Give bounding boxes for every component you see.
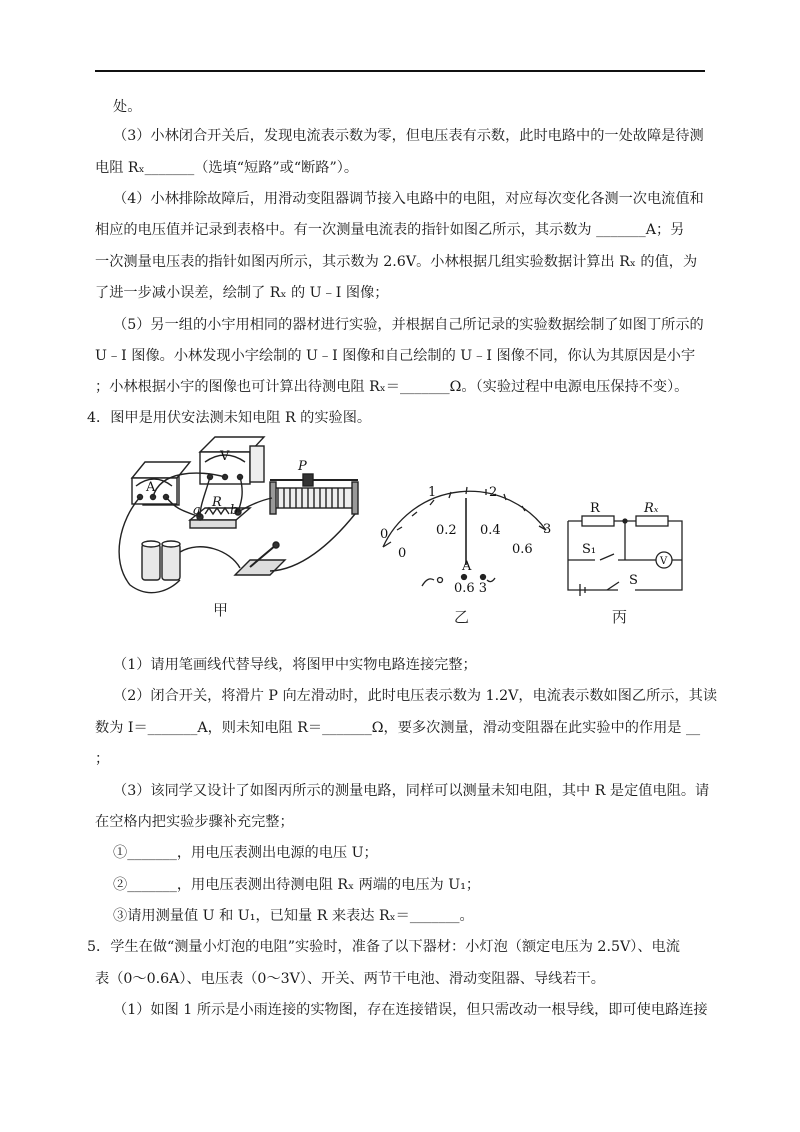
text-line: ②_______，用电压表测出待测电阻 Rₓ 两端的电压为 U₁；: [113, 877, 481, 893]
text-line: ；: [95, 751, 110, 767]
text-line: 数为 I＝_______A，则未知电阻 R＝_______Ω，要多次测量，滑动变阻器在此实验中的作用是 __: [95, 720, 701, 736]
text-line: 相应的电压值并记录到表格中。有一次测量电流表的指针如图乙所示，其示数为 _______A；另: [95, 222, 685, 238]
text-line: （1）请用笔画线代替导线，将图甲中实物电路连接完整；: [113, 657, 477, 673]
batteries: [142, 541, 180, 580]
terminal-b-label: b: [230, 503, 239, 518]
rheostat: [270, 474, 358, 514]
text-line: （3）该同学又设计了如图丙所示的测量电路，同样可以测量未知电阻，其中 R 是定值电阻。请: [113, 783, 710, 799]
figure-bing-caption: 丙: [612, 608, 628, 626]
figure-jia: [119, 437, 358, 593]
dial-arc: [383, 491, 546, 547]
scale-bottom-2: 0.4: [480, 523, 501, 538]
text-line: （3）小林闭合开关后，发现电流表示数为零，但电压表有示数，此时电路中的一处故障是待测: [113, 128, 704, 144]
unit-label: A: [462, 559, 472, 574]
scale-bottom-3: 0.6: [512, 542, 533, 557]
text-line: （4）小林排除故障后，用滑动变阻器调节接入电路中的电阻，对应每次变化各测一次电流值和: [113, 191, 704, 207]
terminal-a-label: a: [193, 503, 201, 518]
figure-yi-caption: 乙: [454, 608, 470, 626]
ammeter-label: A: [146, 480, 156, 495]
text-line: 表（0～0.6A）、电压表（0～3V）、开关、两节干电池、滑动变阻器、导线若干。: [95, 971, 605, 987]
scale-top-2: 2: [489, 485, 498, 500]
resistor-label: R: [212, 495, 222, 510]
scale-top-3: 3: [543, 522, 552, 537]
text-line: ③请用测量值 U 和 U₁，已知量 R 来表达 Rₓ＝_______。: [113, 908, 474, 924]
text-line: U﹣I 图像。小林发现小宇绘制的 U﹣I 图像和自己绘制的 U﹣I 图像不同，你认为其原因是小宇: [95, 348, 696, 364]
s1-label: S₁: [582, 542, 597, 557]
slider-label: P: [298, 459, 307, 474]
resistor-r: [582, 516, 614, 526]
figure-jia-caption: 甲: [213, 601, 229, 619]
terminal-labels: 0.6 3: [454, 581, 488, 596]
text-line: （1）如图 1 所示是小雨连接的实物图，存在连接错误，但只需改动一根导线，即可使电路连接: [113, 1002, 708, 1018]
text-line: ①_______，用电压表测出电源的电压 U；: [113, 845, 378, 861]
s-label: S: [629, 573, 638, 588]
text-line: ；小林根据小宇的图像也可计算出待测电阻 Rₓ＝_______Ω。（实验过程中电源电压保持不变）。: [95, 379, 689, 395]
rx-label: Rₓ: [644, 501, 659, 516]
question-4-title: 4．图甲是用伏安法测未知电阻 R 的实验图。: [87, 410, 372, 426]
scale-top-0: 0: [380, 527, 389, 542]
scale-bottom-0: 0: [398, 546, 407, 561]
meter-label: V: [660, 556, 668, 567]
text-line: （5）另一组的小宇用相同的器材进行实验，并根据自己所记录的实验数据绘制了如图丁所示的: [113, 317, 704, 333]
scale-bottom-1: 0.2: [436, 523, 457, 538]
text-line: （2）闭合开关，将滑片 P 向左滑动时，此时电压表示数为 1.2V，电流表示数如图乙所示，其读: [113, 688, 718, 704]
question-5-title: 5．学生在做“测量小灯泡的电阻”实验时，准备了以下器材：小灯泡（额定电压为 2.5V）、电流: [87, 939, 680, 955]
dial-ticks: [383, 487, 546, 547]
text-line: 了进一步减小误差，绘制了 Rₓ 的 U﹣I 图像；: [95, 285, 389, 301]
r-label: R: [590, 501, 600, 516]
scale-top-1: 1: [428, 485, 437, 500]
text-line: 电阻 Rₓ_______（选填“短路”或“断路”）。: [95, 160, 359, 176]
text-line: 在空格内把实验步骤补充完整；: [95, 814, 294, 830]
resistor-rx: [636, 516, 668, 526]
text-line: 一次测量电压表的指针如图丙所示，其示数为 2.6V。小林根据几组实验数据计算出 Rₓ 的值，为: [95, 254, 698, 270]
terminal-left: [438, 578, 443, 583]
voltmeter-label: V: [220, 449, 230, 464]
text-line: 处。: [113, 99, 142, 115]
